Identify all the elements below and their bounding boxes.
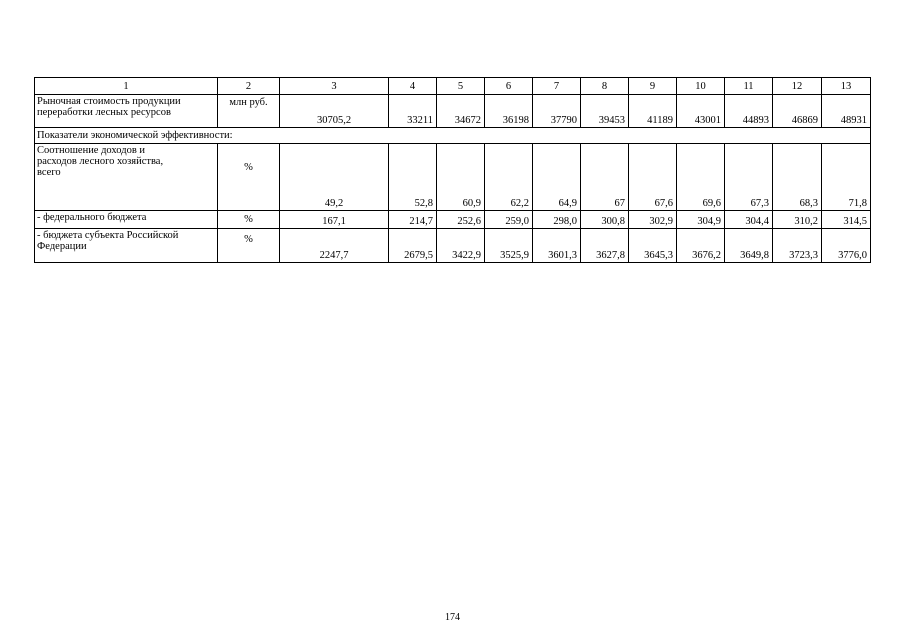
value-cell: 300,8: [581, 211, 629, 229]
column-header: 3: [280, 78, 389, 95]
value-cell: 3422,9: [437, 229, 485, 263]
value-cell: 3676,2: [677, 229, 725, 263]
value-cell: 36198: [485, 95, 533, 128]
column-header: 8: [581, 78, 629, 95]
value-cell: 304,4: [725, 211, 773, 229]
row-label-line: Рыночная стоимость продукции: [37, 96, 181, 107]
value-cell: 33211: [389, 95, 437, 128]
column-header: 13: [822, 78, 871, 95]
value-cell: 49,2: [280, 144, 389, 211]
row-label: [35, 144, 218, 211]
value-cell: 43001: [677, 95, 725, 128]
column-header: 2: [218, 78, 280, 95]
column-header: 7: [533, 78, 581, 95]
row-label-line: расходов лесного хозяйства,: [37, 156, 164, 167]
column-header: 9: [629, 78, 677, 95]
value-cell: 3525,9: [485, 229, 533, 263]
value-cell: 48931: [822, 95, 871, 128]
value-cell: 52,8: [389, 144, 437, 211]
value-cell: 46869: [773, 95, 822, 128]
value-cell: 34672: [437, 95, 485, 128]
row-label-line: - федерального бюджета: [37, 212, 147, 223]
value-cell: 37790: [533, 95, 581, 128]
row-label-line: Федерации: [37, 241, 87, 252]
value-cell: 252,6: [437, 211, 485, 229]
value-cell: 64,9: [533, 144, 581, 211]
unit-cell: %: [218, 144, 280, 211]
row-label-line: всего: [37, 167, 61, 178]
unit-cell: млн руб.: [218, 95, 280, 128]
value-cell: 302,9: [629, 211, 677, 229]
value-cell: 3649,8: [725, 229, 773, 263]
row-label: [35, 229, 218, 263]
column-header: 12: [773, 78, 822, 95]
value-cell: 310,2: [773, 211, 822, 229]
value-cell: 214,7: [389, 211, 437, 229]
row-label: [35, 211, 218, 229]
value-cell: 3723,3: [773, 229, 822, 263]
data-table: [34, 77, 871, 263]
value-cell: 69,6: [677, 144, 725, 211]
value-cell: 167,1: [280, 211, 389, 229]
row-label-line: переработки лесных ресурсов: [37, 107, 171, 118]
value-cell: 3627,8: [581, 229, 629, 263]
column-header: 6: [485, 78, 533, 95]
value-cell: 67,6: [629, 144, 677, 211]
table-row: [35, 95, 871, 128]
value-cell: 30705,2: [280, 95, 389, 128]
row-label: [35, 95, 218, 128]
column-header: 11: [725, 78, 773, 95]
table-header-row: [35, 78, 871, 95]
value-cell: 39453: [581, 95, 629, 128]
column-header: 10: [677, 78, 725, 95]
value-cell: 304,9: [677, 211, 725, 229]
column-header: 1: [35, 78, 218, 95]
value-cell: 2679,5: [389, 229, 437, 263]
table-section-row: [35, 128, 871, 144]
table-row: [35, 211, 871, 229]
page-number: 174: [445, 612, 460, 623]
value-cell: 3776,0: [822, 229, 871, 263]
value-cell: 259,0: [485, 211, 533, 229]
section-heading: Показатели экономической эффективности:: [35, 128, 871, 144]
value-cell: 314,5: [822, 211, 871, 229]
value-cell: 2247,7: [280, 229, 389, 263]
value-cell: 68,3: [773, 144, 822, 211]
value-cell: 3645,3: [629, 229, 677, 263]
row-label-line: Соотношение доходов и: [37, 145, 146, 156]
value-cell: 67: [581, 144, 629, 211]
value-cell: 41189: [629, 95, 677, 128]
table-row: [35, 144, 871, 211]
value-cell: 62,2: [485, 144, 533, 211]
value-cell: 67,3: [725, 144, 773, 211]
row-label-line: - бюджета субъекта Российской: [37, 230, 179, 241]
value-cell: 44893: [725, 95, 773, 128]
value-cell: 298,0: [533, 211, 581, 229]
value-cell: 71,8: [822, 144, 871, 211]
column-header: 5: [437, 78, 485, 95]
unit-cell: %: [218, 211, 280, 229]
value-cell: 60,9: [437, 144, 485, 211]
table-row: [35, 229, 871, 263]
value-cell: 3601,3: [533, 229, 581, 263]
unit-cell: %: [218, 229, 280, 263]
column-header: 4: [389, 78, 437, 95]
